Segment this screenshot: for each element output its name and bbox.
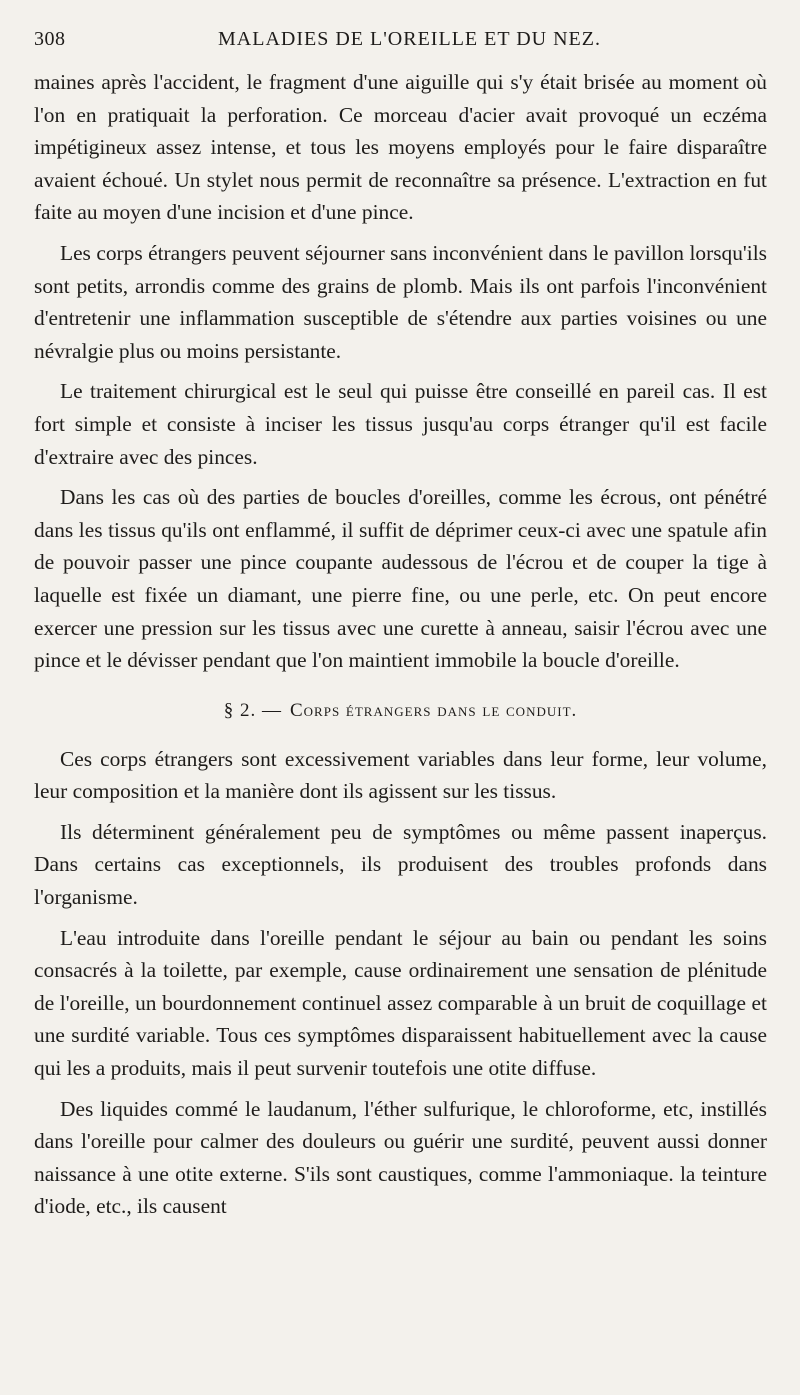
section-number: § 2. — <box>223 699 282 721</box>
paragraph: maines après l'accident, le fragment d'une aiguille qui s'y était brisée au moment où l'on en pratiquait la perforation. Ce morceau d'acier avait provoqué un eczéma impétigineux assez intense, et tous les moyens employés pour le faire disparaître avaient échoué. Un stylet nous permit de reconnaître sa présence. L'extraction en fut faite au moyen d'une incision et d'une pince. <box>34 70 767 225</box>
paragraph: Dans les cas où des parties de boucles d'oreilles, comme les écrous, ont pénétré dans les tissus qu'ils ont enflammé, il suffit de déprimer ceux-ci avec une spatule afin de pouvoir passer une pince coupante audessous de l'écrou et de couper la tige à laquelle est fixée un diamant, une pierre fine, ou une perle, etc. On peut encore exercer une pression sur les tissus avec une curette à anneau, saisir l'écrou avec une pince et le dévisser pendant que l'on maintient immobile la boucle d'oreille. <box>34 485 767 673</box>
paragraph: Le traitement chirurgical est le seul qui puisse être conseillé en pareil cas. Il est fort simple et consiste à inciser les tissus jusqu'au corps étranger qu'il est facile d'extraire avec des pinces. <box>34 379 767 469</box>
running-title: MALADIES DE L'OREILLE ET DU NEZ. <box>218 28 601 50</box>
paragraph: L'eau introduite dans l'oreille pendant le séjour au bain ou pendant les soins consacrés à la toilette, par exemple, cause ordinairement une sensation de plénitude de l'oreille, un bourdonnement continuel assez comparable à un bruit de coquillage et une surdité variable. Tous ces symptômes disparaissent habituellement avec la cause qui les a produits, mais il peut survenir toutefois une otite diffuse. <box>34 925 767 1081</box>
section-heading <box>34 697 767 725</box>
paragraph: Ces corps étrangers sont excessivement variables dans leur forme, leur volume, leur composition et la manière dont ils agissent sur les tissus. <box>34 746 767 804</box>
page-number: 308 <box>34 28 66 50</box>
section-title: Corps étrangers dans le conduit. <box>289 699 578 721</box>
paragraph: Des liquides commé le laudanum, l'éther sulfurique, le chloroforme, etc, instillés dans l'oreille pour calmer des douleurs ou guérir une surdité, peuvent aussi donner naissance à une otite externe. S'ils sont caustiques, comme l'ammoniaque. la teinture d'iode, etc., ils causent <box>34 1096 767 1219</box>
paragraph: Ils déterminent généralement peu de symptômes ou même passent inaperçus. Dans certains cas exceptionnels, ils produisent des troubles profonds dans l'organisme. <box>34 819 767 910</box>
paragraph: Les corps étrangers peuvent séjourner sans inconvénient dans le pavillon lorsqu'ils sont petits, arrondis comme des grains de plomb. Mais ils ont parfois l'inconvénient d'entretenir une inflammation susceptible de s'étendre aux parties voisines ou une névralgie plus ou moins persistante. <box>34 240 767 363</box>
body-text <box>34 66 767 1231</box>
page-header <box>34 28 768 60</box>
